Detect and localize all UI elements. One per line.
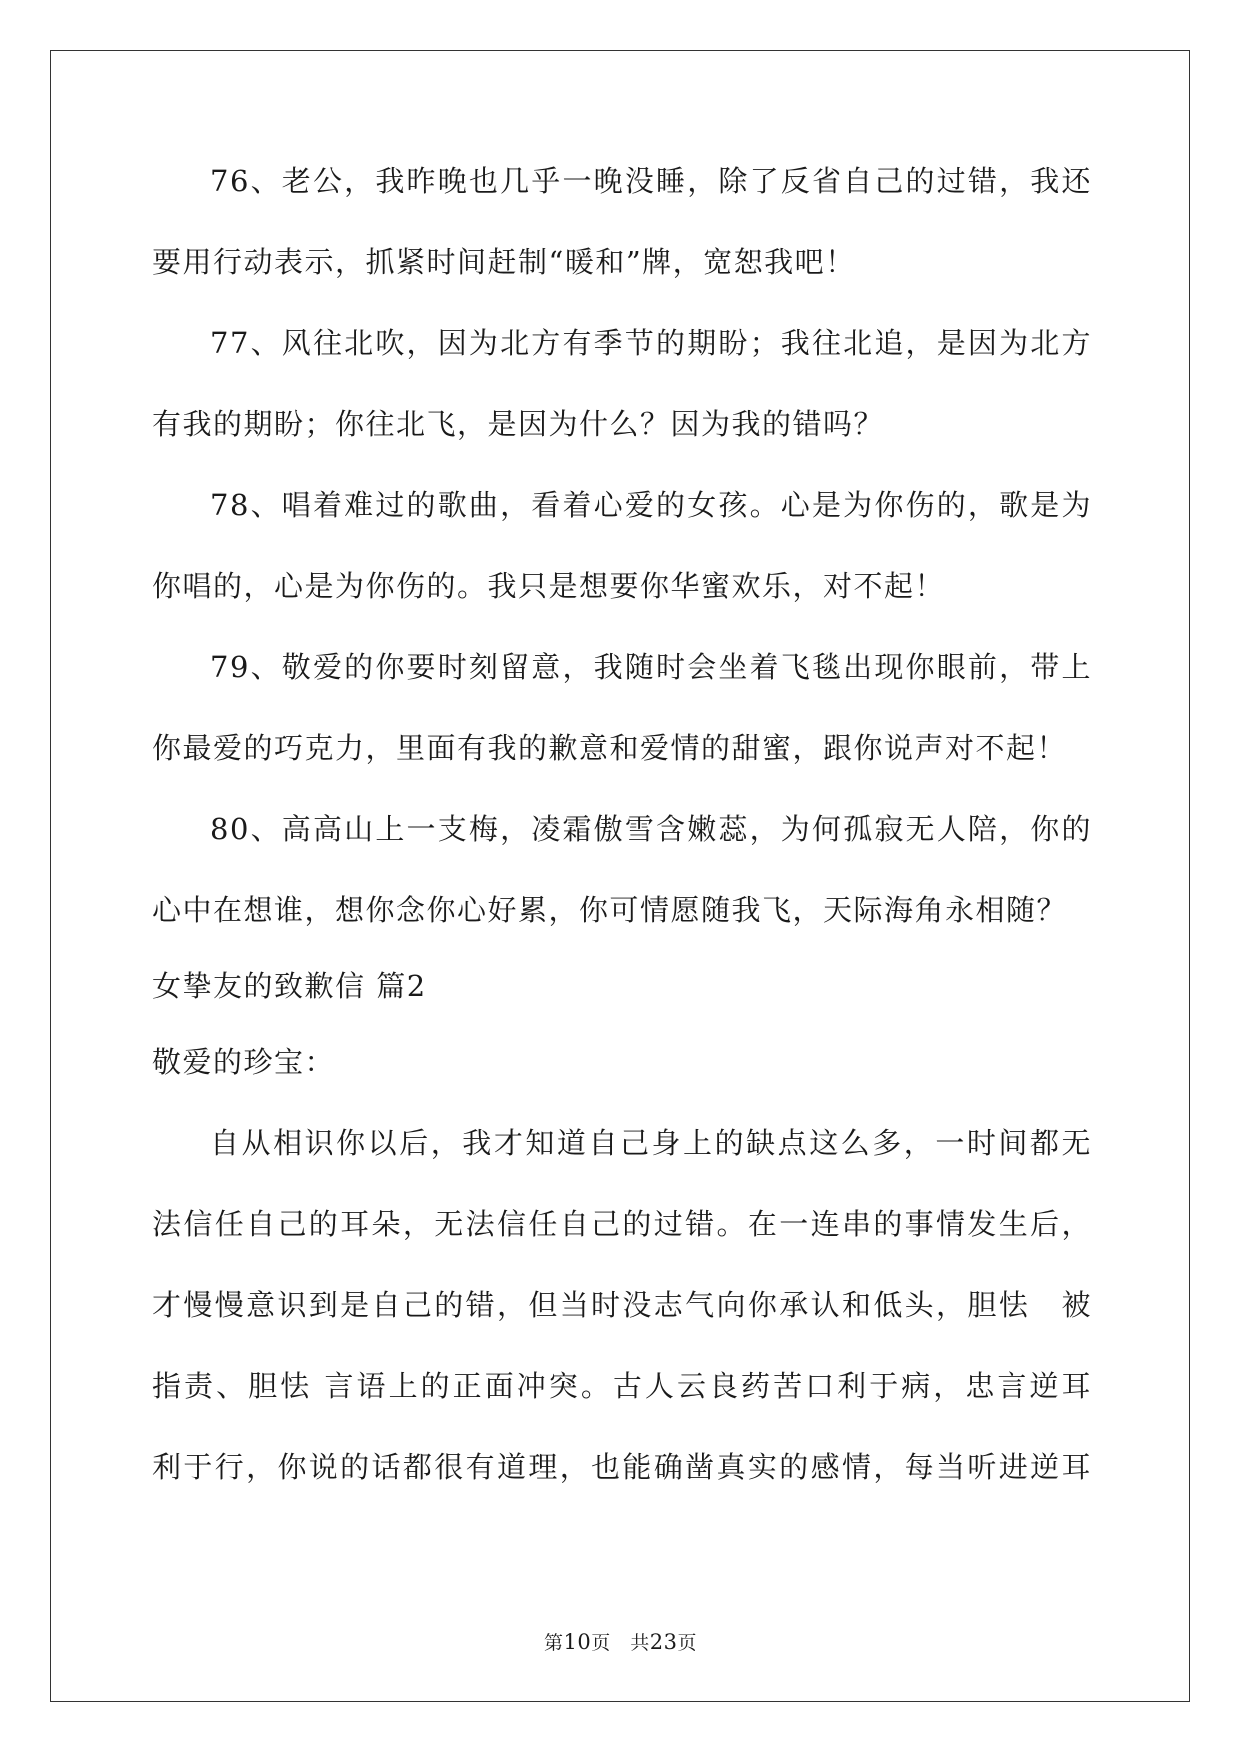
paragraph-77-line-2: 有我的期盼；你往北飞，是因为什么？因为我的错吗？	[152, 407, 885, 441]
paragraph-78-line-2: 你唱的，心是为你伤的。我只是想要你华蜜欢乐，对不起！	[152, 569, 946, 603]
letter-line-2: 法信任自己的耳朵，无法信任自己的过错。在一连串的事情发生后，	[152, 1207, 1092, 1241]
paragraph-77-line-1: 77、风往北吹，因为北方有季节的期盼；我往北追，是因为北方	[210, 326, 1092, 360]
letter-line-3: 才慢慢意识到是自己的错，但当时没志气向你承认和低头，胆怯 被	[152, 1288, 1092, 1322]
salutation: 敬爱的珍宝：	[152, 1045, 336, 1079]
paragraph-76-line-1: 76、老公，我昨晚也几乎一晚没睡，除了反省自己的过错，我还	[210, 164, 1092, 198]
footer-prefix: 第	[543, 1632, 564, 1654]
footer-total-pages: 23	[649, 1630, 678, 1654]
paragraph-79-line-2: 你最爱的巧克力，里面有我的歉意和爱情的甜蜜，跟你说声对不起！	[152, 731, 1068, 765]
paragraph-80-line-1: 80、高高山上一支梅，凌霜傲雪含嫩蕊，为何孤寂无人陪，你的	[210, 812, 1092, 846]
letter-line-5: 利于行，你说的话都很有道理，也能确凿真实的感情，每当听进逆耳	[152, 1450, 1092, 1484]
section-title: 女挚友的致歉信 篇2	[152, 969, 427, 1003]
paragraph-79-line-1: 79、敬爱的你要时刻留意，我随时会坐着飞毯出现你眼前，带上	[210, 650, 1092, 684]
page-footer	[0, 1628, 1241, 1655]
paragraph-78-line-1: 78、唱着难过的歌曲，看着心爱的女孩。心是为你伤的，歌是为	[210, 488, 1092, 522]
footer-page-number: 10	[563, 1630, 592, 1654]
paragraph-80-line-2: 心中在想谁，想你念你心好累，你可情愿随我飞，天际海角永相随？	[152, 893, 1068, 927]
paragraph-76-line-2: 要用行动表示，抓紧时间赶制“暖和”牌，宽恕我吧！	[152, 245, 856, 279]
letter-line-1: 自从相识你以后，我才知道自己身上的缺点这么多，一时间都无	[210, 1126, 1092, 1160]
footer-mid: 页 共	[591, 1632, 650, 1654]
letter-line-4: 指责、胆怯 言语上的正面冲突。古人云良药苦口利于病，忠言逆耳	[152, 1369, 1092, 1403]
document-body	[152, 162, 1092, 1486]
footer-suffix: 页	[677, 1632, 697, 1654]
